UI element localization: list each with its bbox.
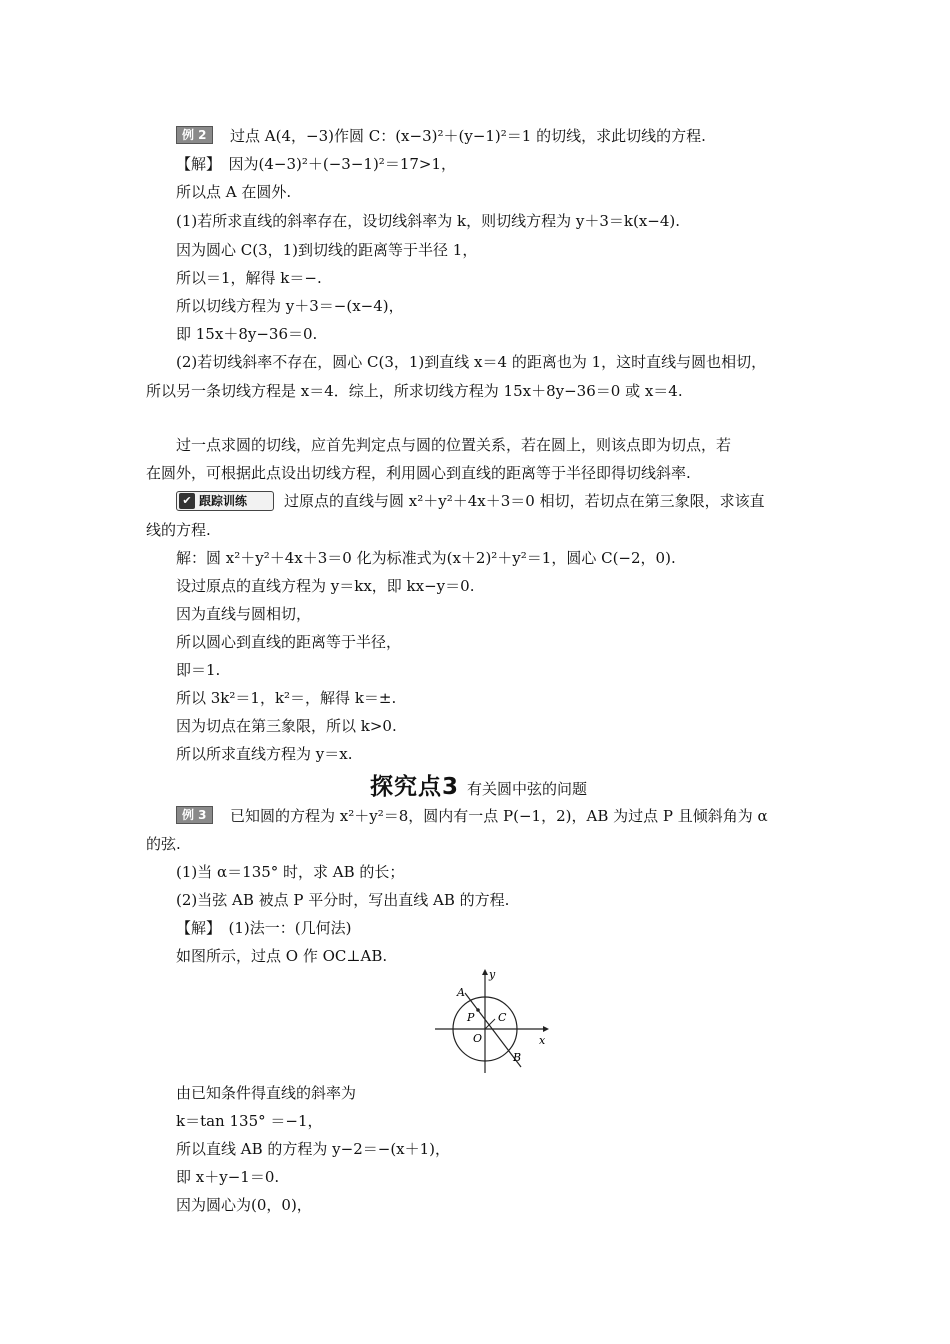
tracking-line: 所以圆心到直线的距离等于半径，	[176, 633, 402, 651]
problem-text: 的弦.	[146, 835, 181, 853]
question-line: (2)当弦 AB 被点 P 平分时，写出直线 AB 的方程.	[176, 891, 510, 909]
point-c-label: C	[498, 1011, 507, 1024]
tracking-line: 设过原点的直线方程为 y＝kx，即 kx−y＝0.	[176, 577, 475, 595]
solution-line: 所以＝1，解得 k＝−.	[176, 269, 322, 287]
section-heading	[370, 768, 587, 801]
solution-line: 即 x＋y−1＝0.	[176, 1168, 280, 1186]
solution-line: (2)若切线斜率不存在，圆心 C(3，1)到直线 x＝4 的距离也为 1，这时直线与圆也相切，	[176, 353, 767, 371]
tracking-badge	[176, 491, 274, 511]
solution-line: 因为圆心 C(3，1)到切线的距离等于半径 1，	[176, 241, 478, 259]
question-line: (1)当 α＝135° 时，求 AB 的长；	[176, 863, 405, 881]
solution-line: 【解】 (1)法一：(几何法)	[176, 919, 352, 937]
point-p-label: P	[467, 1011, 475, 1024]
checkmark-icon: ✔	[179, 493, 195, 509]
solution-line: 所以直线 AB 的方程为 y−2＝−(x＋1)，	[176, 1140, 451, 1158]
example-badge: 例 2	[176, 126, 213, 144]
section-title: 探究点3	[370, 774, 460, 800]
solution-line: 如图所示，过点 O 作 OC⊥AB.	[176, 947, 388, 965]
solution-line: 所以另一条切线方程是 x＝4．综上，所求切线方程为 15x＋8y−36＝0 或 x＝4.	[146, 382, 683, 400]
solution-line: 由已知条件得直线的斜率为	[176, 1084, 357, 1102]
circle-diagram	[433, 967, 553, 1077]
tracking-line: 解：圆 x²＋y²＋4x＋3＝0 化为标准式为(x＋2)²＋y²＝1，圆心 C(−2，0).	[176, 549, 676, 567]
solution-line: 即 15x＋8y−36＝0.	[176, 325, 318, 343]
example-badge: 例 3	[176, 806, 213, 824]
tracking-badge-label: 跟踪训练	[199, 494, 248, 508]
origin-label: O	[473, 1032, 483, 1045]
problem-text: 过点 A(4，−3)作圆 C：(x−3)²＋(y−1)²＝1 的切线，求此切线的方程.	[230, 127, 706, 145]
solution-line: 因为圆心为(0，0)，	[176, 1196, 312, 1214]
tracking-line: 因为直线与圆相切，	[176, 605, 312, 623]
tracking-problem: 线的方程.	[146, 521, 211, 539]
solution-line: 所以点 A 在圆外.	[176, 183, 292, 201]
point-b-label: B	[513, 1051, 522, 1064]
note-paragraph: 在圆外，可根据此点设出切线方程，利用圆心到直线的距离等于半径即得切线斜率.	[146, 464, 691, 482]
tracking-line: 因为切点在第三象限，所以 k>0.	[176, 717, 397, 735]
solution-line: 【解】 因为(4−3)²＋(−3−1)²＝17>1，	[176, 155, 457, 173]
tracking-line: 所以 3k²＝1，k²＝，解得 k＝±.	[176, 689, 397, 707]
note-paragraph: 过一点求圆的切线，应首先判定点与圆的位置关系，若在圆上，则该点即为切点，若	[176, 436, 732, 454]
solution-line: 所以切线方程为 y＋3＝−(x−4)，	[176, 297, 404, 315]
tracking-line: 即＝1.	[176, 661, 221, 679]
tracking-problem: 过原点的直线与圆 x²＋y²＋4x＋3＝0 相切，若切点在第三象限，求该直	[284, 492, 765, 510]
problem-text: 已知圆的方程为 x²＋y²＝8，圆内有一点 P(−1，2)，AB 为过点 P 且倾斜角为 α	[230, 807, 768, 825]
solution-line: k＝tan 135° ＝−1，	[176, 1112, 323, 1130]
point-a-label: A	[457, 986, 465, 999]
circle-figure	[433, 967, 553, 1081]
y-axis-label: y	[489, 968, 496, 981]
solution-line: (1)若所求直线的斜率存在，设切线斜率为 k，则切线方程为 y＋3＝k(x−4).	[176, 212, 681, 230]
x-axis-label: x	[539, 1034, 546, 1047]
section-subtitle: 有关圆中弦的问题	[467, 780, 588, 798]
tracking-line: 所以所求直线方程为 y＝x.	[176, 745, 353, 763]
